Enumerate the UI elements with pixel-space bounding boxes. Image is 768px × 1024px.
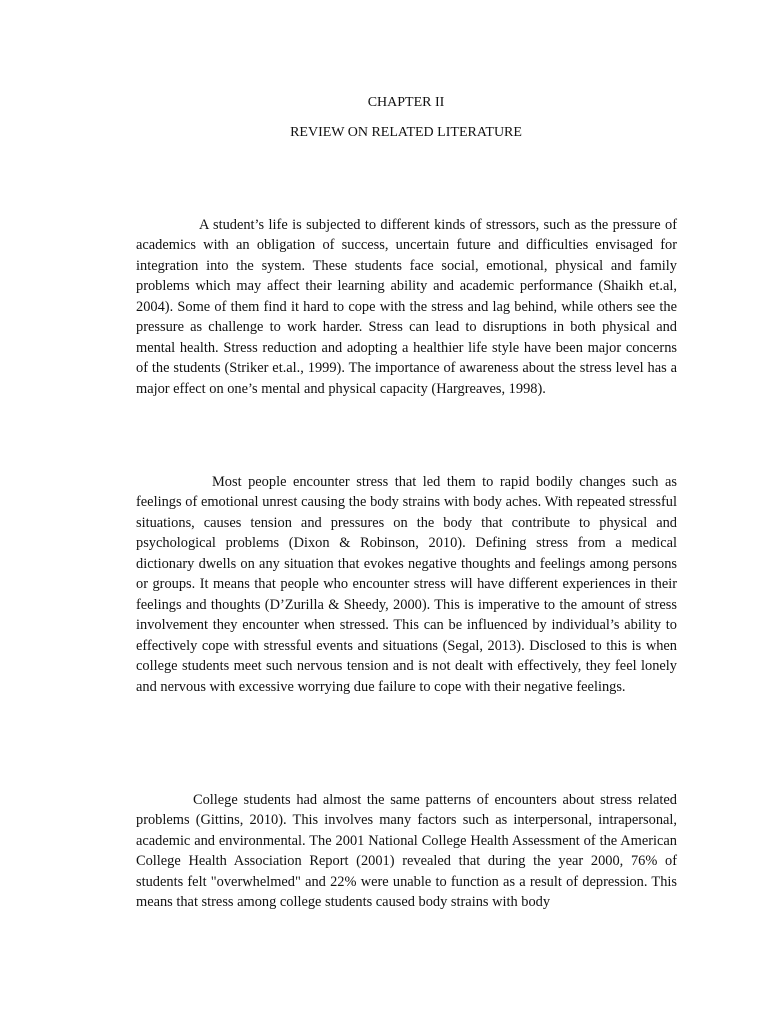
body-paragraph: Most people encounter stress that led them to rapid bodily changes such as feelings of emotional unrest causing the body strains with body aches. With repeated stressful situations, causes tension and pressures on the body that contribute to physical and psychological problems (Dixon & Robinson, 2010). Defining stress from a medical dictionary dwells on any situation that evokes negative thoughts and feelings among persons or groups. It means that people who encounter stress will have different experiences in their feelings and thoughts (D’Zurilla & Sheedy, 2000). This is imperative to the amount of stress involvement they encounter when stressed. This can be influenced by individual’s ability to effectively cope with stressful events and situations (Segal, 2013). Disclosed to this is when college students meet such nervous tension and is not dealt with effectively, they feel lonely and nervous with excessive worrying due failure to cope with their negative feelings. [136, 474, 677, 695]
body-paragraph: College students had almost the same patterns of encounters about stress related problems (Gittins, 2010). This involves many factors such as interpersonal, intrapersonal, academic and environmental. The 2001 National College Health Assessment of the American College Health Association Report (2001) revealed that during the year 2000, 76% of students felt "overwhelmed" and 22% were unable to function as a result of depression. This means that stress among college students caused body strains with body [136, 792, 677, 911]
section-title: REVIEW ON RELATED LITERATURE [290, 125, 522, 140]
chapter-heading: CHAPTER II [367, 95, 445, 110]
body-paragraph: A student’s life is subjected to different kinds of stressors, such as the pressure of academics with an obligation of success, uncertain future and difficulties envisaged for integration into the system. These students face social, emotional, physical and family problems which may affect their learning ability and academic performance (Shaikh et.al, 2004). Some of them find it hard to cope with the stress and lag behind, while others see the pressure as challenge to work harder. Stress can lead to disruptions in both physical and mental health. Stress reduction and adopting a healthier life style have been major concerns of the students (Striker et.al., 1999). The importance of awareness about the stress level has a major effect on one’s mental and physical capacity (Hargreaves, 1998). [136, 217, 677, 397]
